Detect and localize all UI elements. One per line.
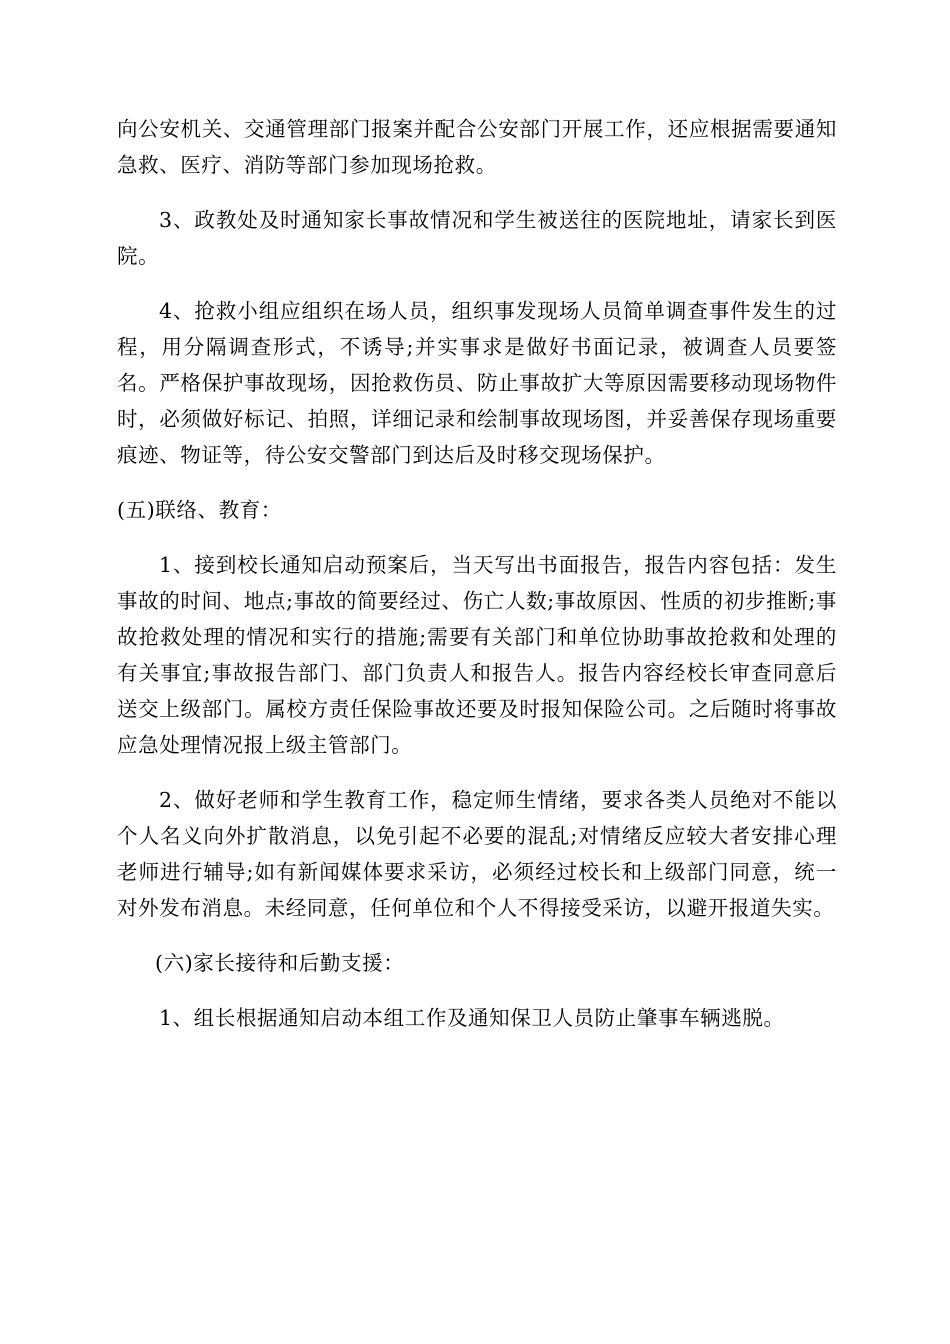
paragraph-report-police: 向公安机关、交通管理部门报案并配合公安部门开展工作，还应根据需要通知急救、医疗、消防等部门参加现场抢救。 bbox=[117, 117, 837, 177]
section-heading-parent-reception: (六)家长接待和后勤支援： bbox=[155, 951, 405, 975]
document-body bbox=[117, 111, 837, 1036]
paragraph-rescue-investigation: 4、抢救小组应组织在场人员，组织事发现场人员简单调查事件发生的过程，用分隔调查形式，不诱导;并实事求是做好书面记录，被调查人员要签名。严格保护事故现场，因抢救伤员、防止事故扩大等原因需要移动现场物件时，必须做好标记、拍照，详细记录和绘制事故现场图，并妥善保存现场重要痕迹、物证等，待公安交警部门到达后及时移交现场保护。 bbox=[117, 299, 837, 467]
paragraph-team-leader: 1、组长根据通知启动本组工作及通知保卫人员防止肇事车辆逃脱。 bbox=[159, 1006, 785, 1030]
paragraph-written-report: 1、接到校长通知启动预案后，当天写出书面报告，报告内容包括：发生事故的时间、地点;事故的简要经过、伤亡人数;事故原因、性质的初步推断;事故抢救处理的情况和实行的措施;需要有关部门和单位协助事故抢救和处理的有关事宜;事故报告部门、部门负责人和报告人。报告内容经校长审查同意后送交上级部门。属校方责任保险事故还要及时报知保险公司。之后随时将事故应急处理情况报上级主管部门。 bbox=[117, 553, 837, 757]
paragraph-notify-parents: 3、政教处及时通知家长事故情况和学生被送往的医院地址，请家长到医院。 bbox=[117, 208, 837, 268]
paragraph-education-work: 2、做好老师和学生教育工作，稳定师生情绪，要求各类人员绝对不能以个人名义向外扩散消息，以免引起不必要的混乱;对情绪反应较大者安排心理老师进行辅导;如有新闻媒体要求采访，必须经过校长和上级部门同意，统一对外发布消息。未经同意，任何单位和个人不得接受采访，以避开报道失实。 bbox=[117, 788, 837, 920]
section-heading-liaison-education: (五)联络、教育： bbox=[117, 498, 282, 522]
